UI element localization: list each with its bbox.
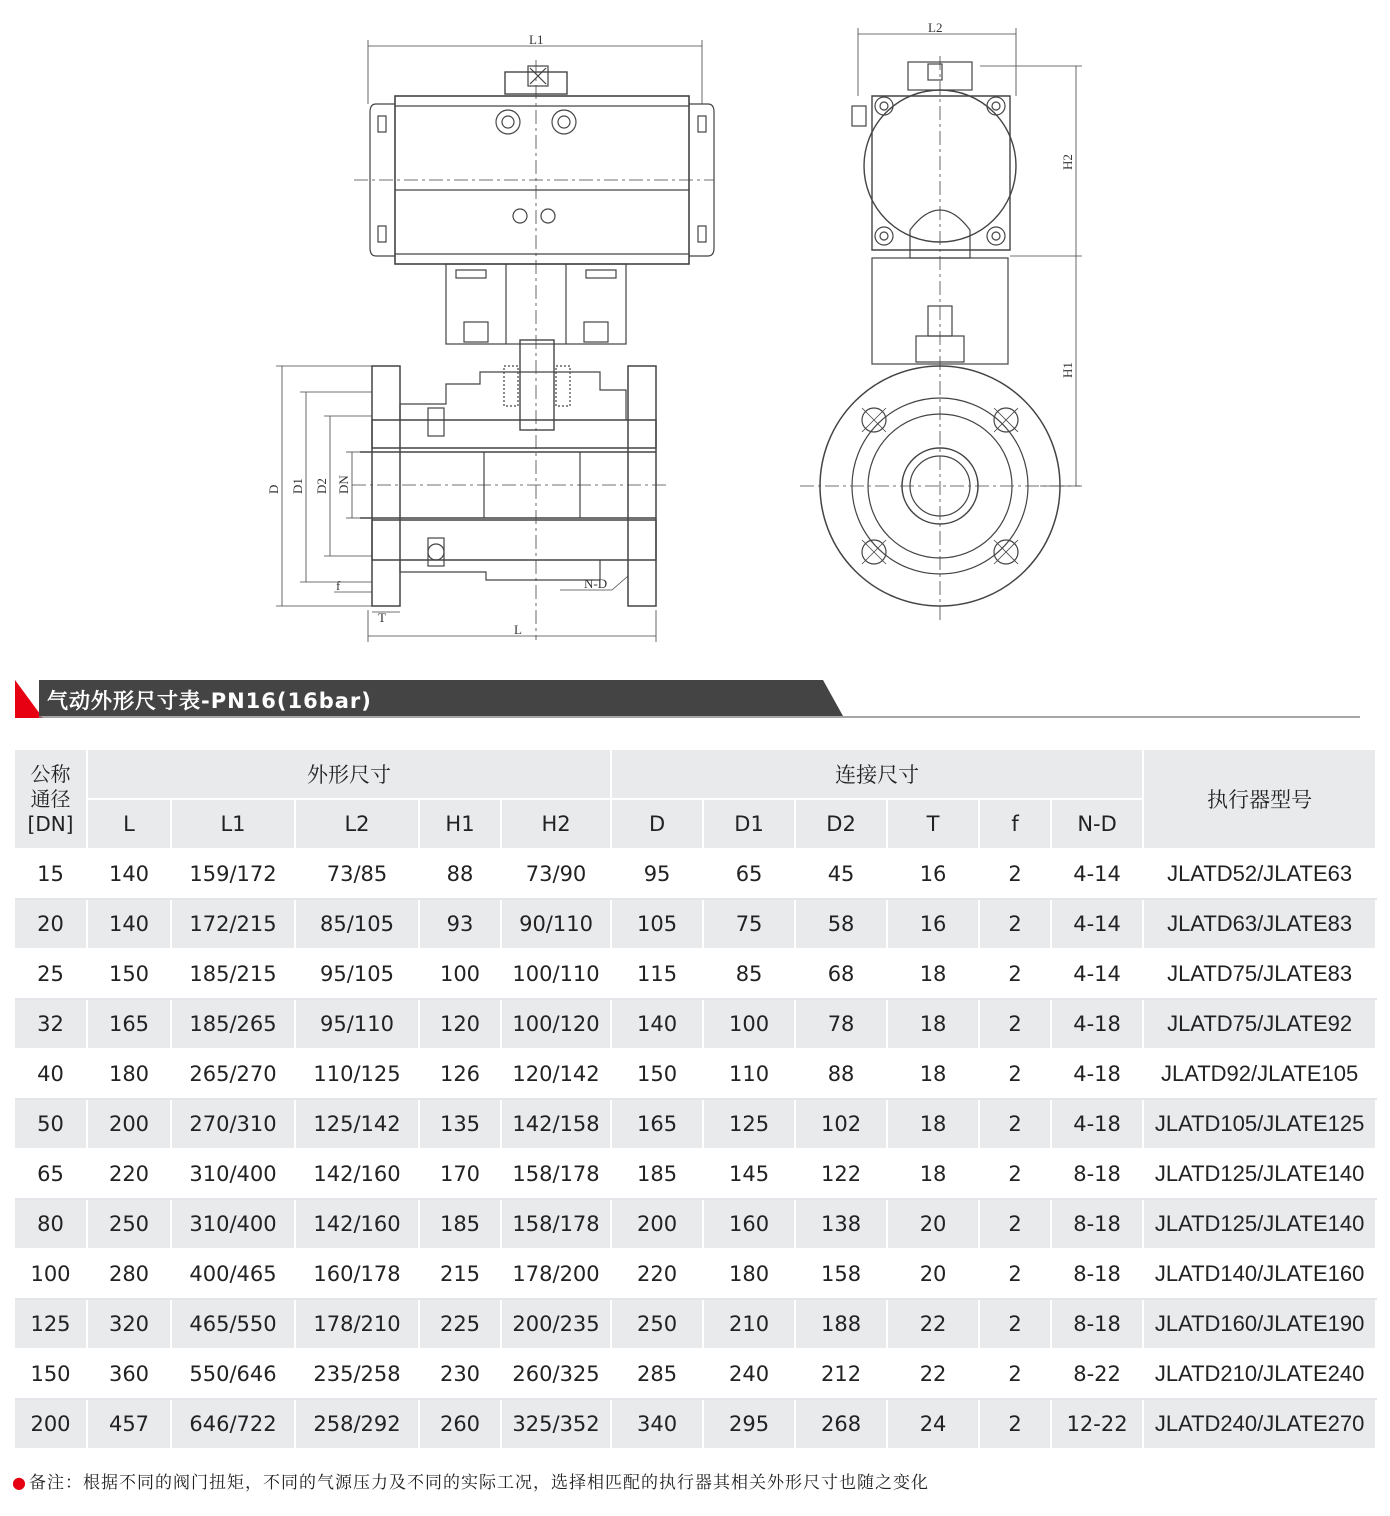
cell-H2: 178/200 (501, 1249, 611, 1299)
cell-L: 140 (87, 899, 171, 949)
cell-L1: 265/270 (171, 1049, 295, 1099)
cell-H1: 135 (419, 1099, 501, 1149)
cell-L: 150 (87, 949, 171, 999)
cell-N-D: 4-18 (1051, 1049, 1143, 1099)
cell-L1: 270/310 (171, 1099, 295, 1149)
cell-T: 22 (887, 1349, 979, 1399)
cell-D2: 268 (795, 1399, 887, 1449)
cell-actuator-model: JLATD75/JLATE92 (1143, 999, 1376, 1049)
cell-H1: 120 (419, 999, 501, 1049)
cell-H1: 170 (419, 1149, 501, 1199)
cell-H2: 120/142 (501, 1049, 611, 1099)
cell-H1: 260 (419, 1399, 501, 1449)
cell-D1: 160 (703, 1199, 795, 1249)
cell-D2: 78 (795, 999, 887, 1049)
cell-actuator-model: JLATD160/JLATE190 (1143, 1299, 1376, 1349)
cell-L1: 185/265 (171, 999, 295, 1049)
header-L1: L1 (171, 799, 295, 849)
header-H1: H1 (419, 799, 501, 849)
cell-f: 2 (979, 1149, 1051, 1199)
cell-N-D: 8-18 (1051, 1299, 1143, 1349)
cell-L: 140 (87, 849, 171, 899)
footnote-text: 备注：根据不同的阀门扭矩，不同的气源压力及不同的实际工况，选择相匹配的执行器其相关外形尺寸也随之变化 (28, 1473, 929, 1493)
header-nominal-diameter (15, 750, 87, 849)
cell-L1: 310/400 (171, 1199, 295, 1249)
cell-L: 220 (87, 1149, 171, 1199)
cell-L2: 110/125 (295, 1049, 419, 1099)
cell-T: 16 (887, 849, 979, 899)
cell-D: 95 (611, 849, 703, 899)
cell-f: 2 (979, 1099, 1051, 1149)
cell-D: 340 (611, 1399, 703, 1449)
table-row (15, 1249, 1376, 1299)
cell-H1: 230 (419, 1349, 501, 1399)
cell-L: 165 (87, 999, 171, 1049)
header-D: D (611, 799, 703, 849)
header-actuator-model: 执行器型号 (1143, 750, 1376, 849)
cell-L: 280 (87, 1249, 171, 1299)
cell-T: 18 (887, 1049, 979, 1099)
dim-label-f: f (336, 578, 341, 593)
cell-N-D: 4-18 (1051, 1099, 1143, 1149)
cell-H2: 158/178 (501, 1199, 611, 1249)
cell-H2: 325/352 (501, 1399, 611, 1449)
table-row (15, 1149, 1376, 1199)
cell-f: 2 (979, 1049, 1051, 1099)
dim-label-DN: DN (336, 475, 351, 494)
cell-T: 18 (887, 949, 979, 999)
dim-label-H2: H2 (1060, 154, 1075, 170)
cell-dn: 100 (15, 1249, 87, 1299)
cell-H2: 73/90 (501, 849, 611, 899)
cell-L: 180 (87, 1049, 171, 1099)
cell-D2: 122 (795, 1149, 887, 1199)
cell-actuator-model: JLATD52/JLATE63 (1143, 849, 1376, 899)
cell-H1: 215 (419, 1249, 501, 1299)
dim-label-H1: H1 (1060, 362, 1075, 378)
cell-L1: 159/172 (171, 849, 295, 899)
cell-N-D: 4-14 (1051, 949, 1143, 999)
cell-D2: 212 (795, 1349, 887, 1399)
cell-D: 140 (611, 999, 703, 1049)
cell-dn: 40 (15, 1049, 87, 1099)
table-row (15, 999, 1376, 1049)
cell-L2: 178/210 (295, 1299, 419, 1349)
cell-N-D: 4-14 (1051, 849, 1143, 899)
cell-D2: 68 (795, 949, 887, 999)
header-D2: D2 (795, 799, 887, 849)
cell-D1: 240 (703, 1349, 795, 1399)
cell-D1: 295 (703, 1399, 795, 1449)
dim-label-T: T (378, 610, 386, 625)
cell-L2: 95/105 (295, 949, 419, 999)
front-view-actuator (354, 60, 714, 640)
cell-L1: 400/465 (171, 1249, 295, 1299)
cell-f: 2 (979, 1299, 1051, 1349)
cell-L1: 550/646 (171, 1349, 295, 1399)
cell-L2: 258/292 (295, 1399, 419, 1449)
cell-f: 2 (979, 999, 1051, 1049)
front-view-dimensions (276, 40, 702, 642)
section-title: 气动外形尺寸表-PN16(16bar) (47, 689, 372, 713)
table-row (15, 1349, 1376, 1399)
cell-f: 2 (979, 899, 1051, 949)
cell-L: 320 (87, 1299, 171, 1349)
cell-actuator-model: JLATD240/JLATE270 (1143, 1399, 1376, 1449)
cell-L2: 95/110 (295, 999, 419, 1049)
bullet-dot-icon: ● (12, 1473, 27, 1492)
header-dn-line-2: 通径 (30, 786, 71, 811)
cell-actuator-model: JLATD210/JLATE240 (1143, 1349, 1376, 1399)
section-header (15, 680, 1360, 718)
cell-H1: 88 (419, 849, 501, 899)
table-row (15, 1049, 1376, 1099)
cell-f: 2 (979, 1249, 1051, 1299)
table-row (15, 949, 1376, 999)
cell-H1: 93 (419, 899, 501, 949)
cell-H2: 90/110 (501, 899, 611, 949)
cell-dn: 50 (15, 1099, 87, 1149)
cell-D: 285 (611, 1349, 703, 1399)
cell-H2: 142/158 (501, 1099, 611, 1149)
cell-N-D: 4-18 (1051, 999, 1143, 1049)
cell-D2: 102 (795, 1099, 887, 1149)
cell-H2: 200/235 (501, 1299, 611, 1349)
header-H2: H2 (501, 799, 611, 849)
footnote (12, 1468, 929, 1493)
cell-actuator-model: JLATD125/JLATE140 (1143, 1149, 1376, 1199)
cell-H2: 158/178 (501, 1149, 611, 1199)
table-row (15, 1099, 1376, 1149)
accent-triangle-icon (15, 680, 43, 718)
cell-T: 18 (887, 1149, 979, 1199)
dimension-table (15, 750, 1377, 1450)
header-group-connect: 连接尺寸 (611, 750, 1143, 799)
cell-L1: 310/400 (171, 1149, 295, 1199)
header-dn-line-3: [DN] (27, 811, 74, 836)
dim-label-D2: D2 (314, 478, 329, 494)
cell-D: 220 (611, 1249, 703, 1299)
header-T: T (887, 799, 979, 849)
cell-D: 165 (611, 1099, 703, 1149)
valve-technical-drawing (0, 0, 1390, 660)
cell-T: 22 (887, 1299, 979, 1349)
table-row (15, 899, 1376, 949)
cell-T: 20 (887, 1249, 979, 1299)
cell-L2: 125/142 (295, 1099, 419, 1149)
cell-f: 2 (979, 849, 1051, 899)
cell-H1: 126 (419, 1049, 501, 1099)
cell-T: 18 (887, 999, 979, 1049)
cell-dn: 200 (15, 1399, 87, 1449)
cell-L2: 235/258 (295, 1349, 419, 1399)
cell-L2: 73/85 (295, 849, 419, 899)
side-view (800, 28, 1082, 620)
cell-H1: 185 (419, 1199, 501, 1249)
cell-N-D: 8-22 (1051, 1349, 1143, 1399)
cell-L2: 85/105 (295, 899, 419, 949)
cell-L1: 172/215 (171, 899, 295, 949)
cell-L2: 142/160 (295, 1149, 419, 1199)
cell-T: 24 (887, 1399, 979, 1449)
cell-dn: 125 (15, 1299, 87, 1349)
header-dn-line-1: 公称 (30, 761, 71, 786)
cell-T: 18 (887, 1099, 979, 1149)
cell-H2: 260/325 (501, 1349, 611, 1399)
header-L: L (87, 799, 171, 849)
dim-label-L2: L2 (928, 20, 943, 35)
cell-D1: 180 (703, 1249, 795, 1299)
cell-D2: 158 (795, 1249, 887, 1299)
cell-H1: 100 (419, 949, 501, 999)
dim-label-L: L (514, 622, 522, 637)
header-group-outer: 外形尺寸 (87, 750, 611, 799)
cell-D: 185 (611, 1149, 703, 1199)
header-L2: L2 (295, 799, 419, 849)
cell-L1: 465/550 (171, 1299, 295, 1349)
header-N-D: N-D (1051, 799, 1143, 849)
cell-N-D: 8-18 (1051, 1149, 1143, 1199)
dimension-table-container (15, 750, 1376, 1450)
cell-D1: 100 (703, 999, 795, 1049)
cell-H2: 100/120 (501, 999, 611, 1049)
cell-L: 360 (87, 1349, 171, 1399)
dim-label-ND: N-D (584, 576, 608, 591)
cell-D1: 85 (703, 949, 795, 999)
cell-dn: 150 (15, 1349, 87, 1399)
cell-actuator-model: JLATD140/JLATE160 (1143, 1249, 1376, 1299)
cell-dn: 15 (15, 849, 87, 899)
cell-actuator-model: JLATD92/JLATE105 (1143, 1049, 1376, 1099)
header-f: f (979, 799, 1051, 849)
cell-dn: 65 (15, 1149, 87, 1199)
table-row (15, 1399, 1376, 1449)
cell-H2: 100/110 (501, 949, 611, 999)
dim-label-L1: L1 (529, 32, 544, 47)
cell-D: 150 (611, 1049, 703, 1099)
cell-D2: 138 (795, 1199, 887, 1249)
cell-actuator-model: JLATD75/JLATE83 (1143, 949, 1376, 999)
cell-T: 16 (887, 899, 979, 949)
cell-L2: 160/178 (295, 1249, 419, 1299)
cell-D2: 45 (795, 849, 887, 899)
cell-dn: 80 (15, 1199, 87, 1249)
table-body (15, 849, 1376, 1449)
cell-L: 457 (87, 1399, 171, 1449)
front-view-valve-body (352, 340, 668, 606)
cell-dn: 32 (15, 999, 87, 1049)
cell-D: 200 (611, 1199, 703, 1249)
cell-f: 2 (979, 1349, 1051, 1399)
cell-dn: 20 (15, 899, 87, 949)
cell-D: 105 (611, 899, 703, 949)
cell-D: 115 (611, 949, 703, 999)
cell-N-D: 8-18 (1051, 1249, 1143, 1299)
cell-D2: 58 (795, 899, 887, 949)
cell-f: 2 (979, 949, 1051, 999)
dim-label-D1: D1 (290, 478, 305, 494)
cell-N-D: 8-18 (1051, 1199, 1143, 1249)
cell-D1: 210 (703, 1299, 795, 1349)
cell-D2: 88 (795, 1049, 887, 1099)
cell-L1: 185/215 (171, 949, 295, 999)
cell-N-D: 12-22 (1051, 1399, 1143, 1449)
cell-L: 250 (87, 1199, 171, 1249)
cell-D1: 125 (703, 1099, 795, 1149)
cell-f: 2 (979, 1199, 1051, 1249)
cell-D1: 145 (703, 1149, 795, 1199)
cell-D1: 110 (703, 1049, 795, 1099)
cell-D1: 65 (703, 849, 795, 899)
table-row (15, 849, 1376, 899)
table-row (15, 1299, 1376, 1349)
cell-L1: 646/722 (171, 1399, 295, 1449)
cell-T: 20 (887, 1199, 979, 1249)
cell-D: 250 (611, 1299, 703, 1349)
cell-actuator-model: JLATD125/JLATE140 (1143, 1199, 1376, 1249)
cell-H1: 225 (419, 1299, 501, 1349)
cell-D2: 188 (795, 1299, 887, 1349)
cell-L: 200 (87, 1099, 171, 1149)
header-D1: D1 (703, 799, 795, 849)
cell-N-D: 4-14 (1051, 899, 1143, 949)
cell-actuator-model: JLATD105/JLATE125 (1143, 1099, 1376, 1149)
cell-actuator-model: JLATD63/JLATE83 (1143, 899, 1376, 949)
cell-L2: 142/160 (295, 1199, 419, 1249)
cell-f: 2 (979, 1399, 1051, 1449)
table-row (15, 1199, 1376, 1249)
cell-D1: 75 (703, 899, 795, 949)
cell-dn: 25 (15, 949, 87, 999)
dim-label-D: D (266, 484, 281, 494)
